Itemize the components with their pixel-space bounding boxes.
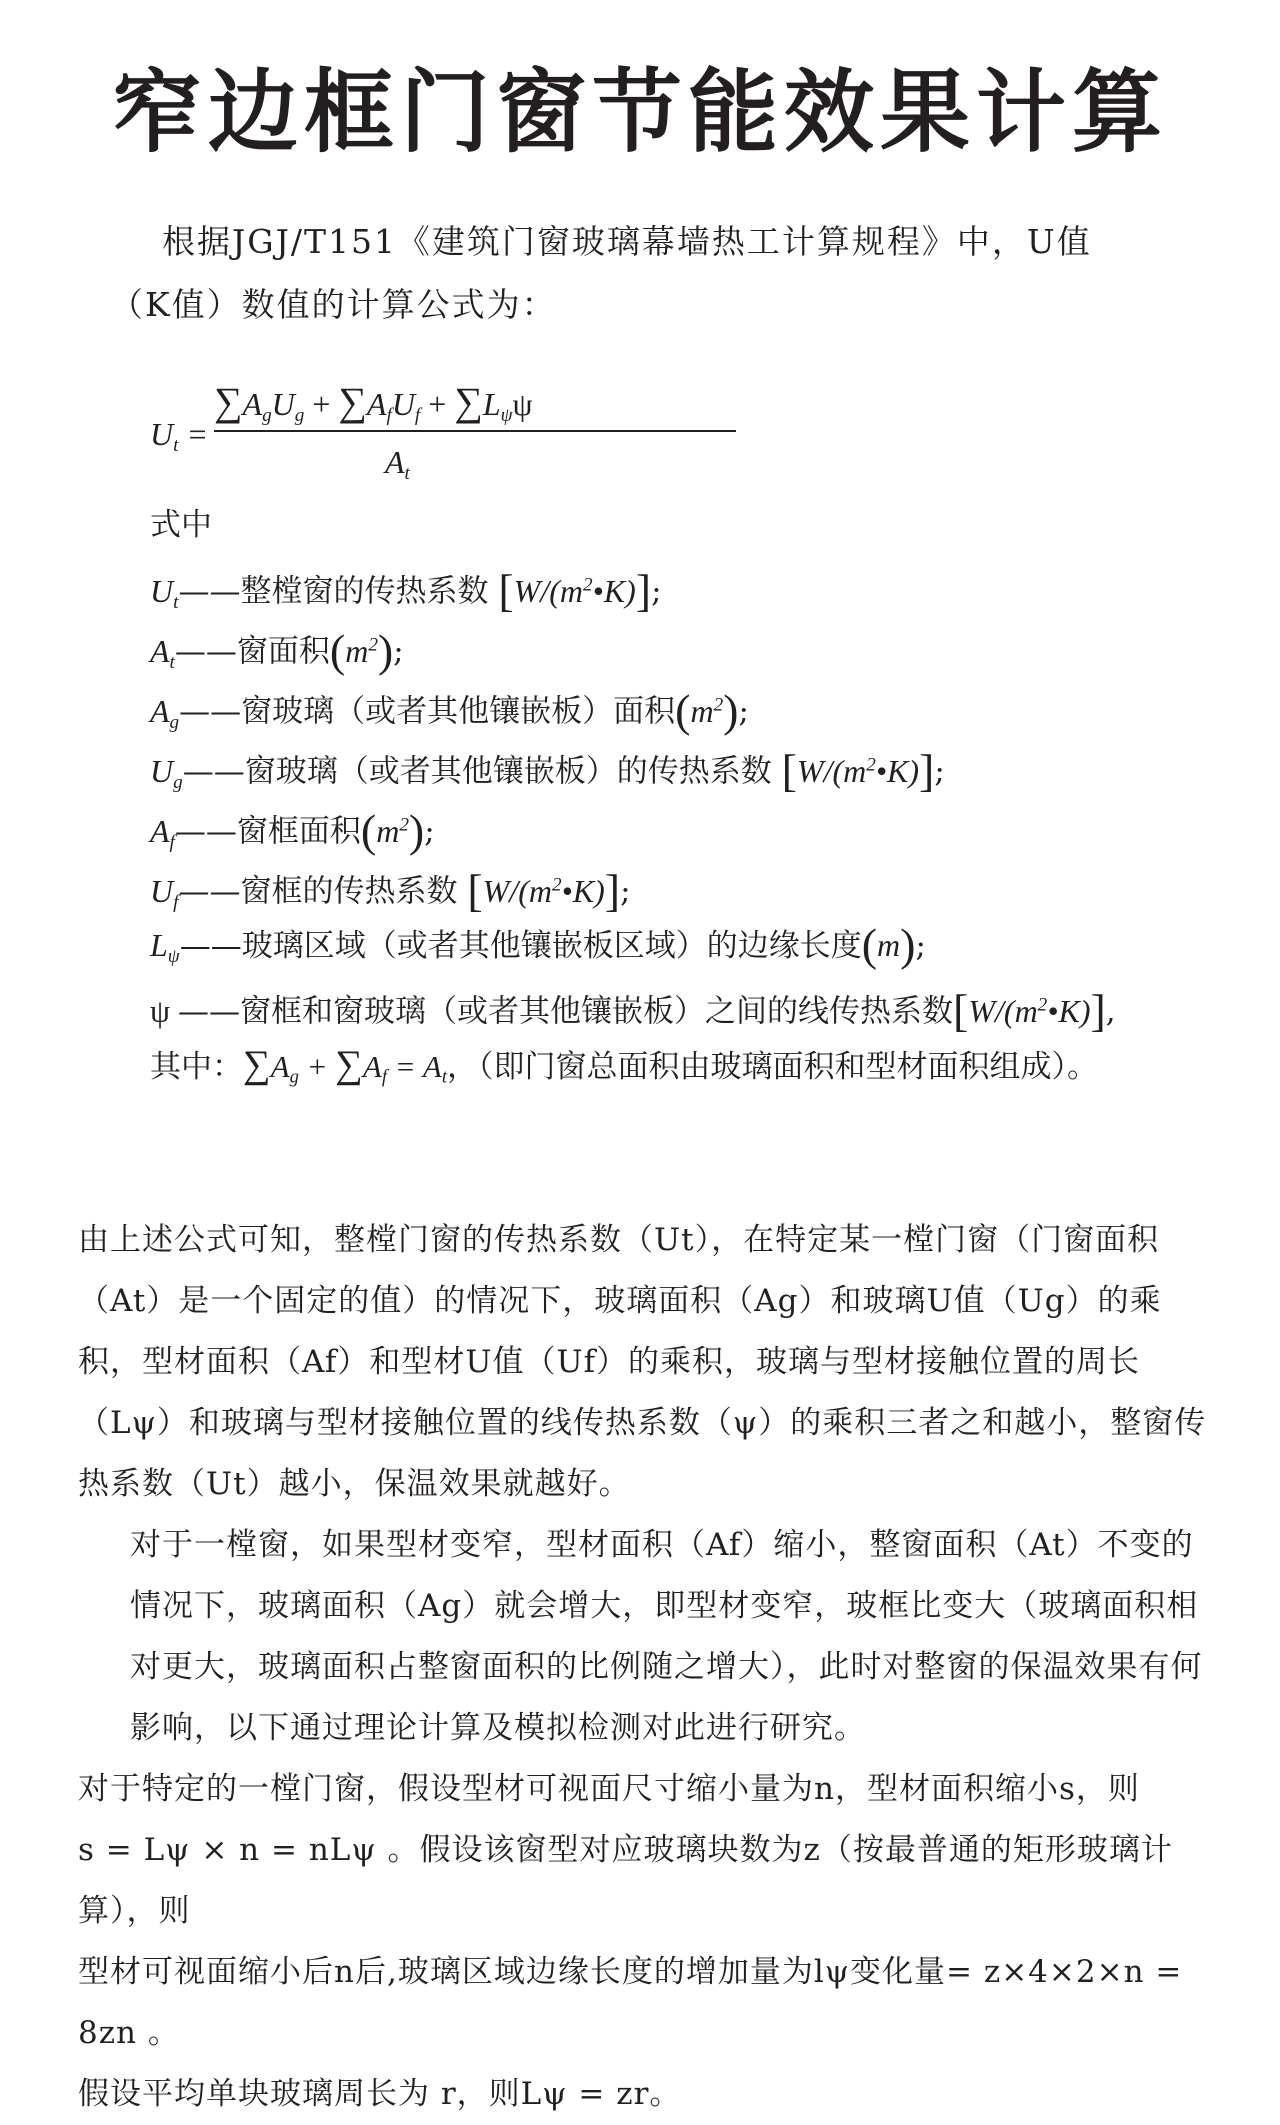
def-row: $A_f——$窗框面积$(m^2)$;: [150, 804, 435, 856]
paragraph: 由上述公式可知，整樘门窗的传热系数（Ut），在特定某一樘门窗（门窗面积（At）是一个固定的值）的情况下，玻璃面积（Ag）和玻璃U值（Ug）的乘积，型材面积（Af）和型材U值（Uf）的乘积，玻璃与型材接触位置的周长（Lψ）和玻璃与型材接触位置的线传热系数（ψ）的乘积三者之和越小，整窗传热系数（Ut）越小，保温效果就越好。: [78, 1222, 1207, 1502]
paragraph: 对于一樘窗，如果型材变窄，型材面积（Af）缩小，整窗面积（At）不变的情况下，玻璃面积（Ag）就会增大，即型材变窄，玻框比变大（玻璃面积相对更大，玻璃面积占整窗面积的比例随之增大），此时对整窗的保温效果有何影响，以下通过理论计算及模拟检测对此进行研究。: [130, 1527, 1203, 1746]
paragraph: s = Lψ × n = nLψ 。假设该窗型对应玻璃块数为z（按最普通的矩形玻璃计算），则: [78, 1832, 1173, 1929]
def-row: ψ ——窗框和窗玻璃（或者其他镶嵌板）之间的线传热系数$[W/(m^2•K)]$,: [150, 984, 1116, 1036]
def-text: ——窗框面积: [174, 813, 361, 850]
def-symbol: $L_\psi$: [150, 927, 180, 967]
body-paragraphs: [78, 1210, 1218, 2125]
def-text: ——窗框和窗玻璃（或者其他镶嵌板）之间的线传热系数: [178, 993, 954, 1030]
def-row: $A_t——$窗面积$(m^2)$;: [150, 624, 404, 676]
def-symbol: $A_t$: [150, 632, 175, 673]
intro-paragraph: [110, 210, 1190, 336]
def-text: ——整樘窗的传热系数: [178, 573, 489, 610]
def-unit: $[W/(m^2•K)]$: [498, 564, 652, 616]
def-row: $A_g——$窗玻璃（或者其他镶嵌板）面积$(m^2)$;: [150, 684, 749, 736]
def-symbol: ψ: [150, 992, 179, 1029]
formula-denominator: $A_t$: [385, 444, 410, 484]
def-text: ——窗框的传热系数: [178, 873, 458, 910]
u-value-formula: [150, 378, 750, 488]
def-row: $U_t——$整樘窗的传热系数 $[W/(m^2•K)]$;: [150, 564, 662, 616]
formula-lhs: $U_t$ =: [150, 416, 209, 456]
def-row: $L_\psi——$玻璃区域（或者其他镶嵌板区域）的边缘长度(m);: [150, 919, 926, 970]
page-title: 窄边框门窗节能效果计算: [112, 60, 1168, 165]
def-symbol: $U_t$: [150, 572, 179, 613]
def-unit: $[W/(m^2•K)]$: [781, 744, 935, 796]
def-symbol: $U_f$: [150, 872, 179, 913]
def-unit: $(m^2)$: [675, 684, 739, 736]
paragraph: 对于特定的一樘门窗，假设型材可视面尺寸缩小量为n，型材面积缩小s，则: [78, 1771, 1140, 1807]
def-symbol: $A_f$: [150, 812, 175, 853]
def-text: ——窗玻璃（或者其他镶嵌板）面积: [179, 693, 676, 730]
paragraph: 假设平均单块玻璃周长为 r，则Lψ = zr。: [78, 2076, 682, 2112]
defs-where-line: 其中：$\sum A_g + \sum A_f = A_t$，（即门窗总面积由玻璃面积和型材面积组成）。: [150, 1043, 1098, 1088]
def-unit: $[W/(m^2•K)]$: [953, 984, 1106, 1036]
def-symbol: $U_g$: [150, 752, 183, 793]
def-row: $U_g——$窗玻璃（或者其他镶嵌板）的传热系数 $[W/(m^2•K)]$;: [150, 744, 945, 796]
def-text: ——玻璃区域（或者其他镶嵌板区域）的边缘长度: [179, 928, 862, 964]
where-formula: $\sum A_g + \sum A_f = A_t$: [243, 1043, 447, 1088]
def-unit: $[W/(m^2•K)]$: [467, 864, 621, 916]
def-row: $U_f——$窗框的传热系数 $[W/(m^2•K)]$;: [150, 864, 631, 916]
def-unit: $(m^2)$: [360, 804, 425, 856]
def-unit: $(m^2)$: [329, 624, 394, 676]
defs-heading: 式中: [150, 507, 212, 543]
intro-line-2: （K值）数值的计算公式为：: [110, 285, 557, 324]
def-text: ——窗玻璃（或者其他镶嵌板）的传热系数: [182, 753, 772, 790]
symbol-definitions: [150, 495, 1260, 1095]
def-symbol: $A_g$: [150, 692, 180, 733]
intro-line-1: 根据JGJ/T151《建筑门窗玻璃幕墙热工计算规程》中，U值: [162, 222, 1092, 261]
formula-fraction-bar: [214, 430, 736, 432]
formula-numerator: $\sum A_gU_g + \sum A_fU_f + \sum L_\psi\psi$: [214, 379, 533, 426]
def-text: ——窗面积: [174, 633, 330, 670]
paragraph: 型材可视面缩小后n后,玻璃区域边缘长度的增加量为lψ变化量= z×4×2×n = 8zn 。: [78, 1954, 1183, 2051]
def-unit: (m): [861, 919, 916, 970]
